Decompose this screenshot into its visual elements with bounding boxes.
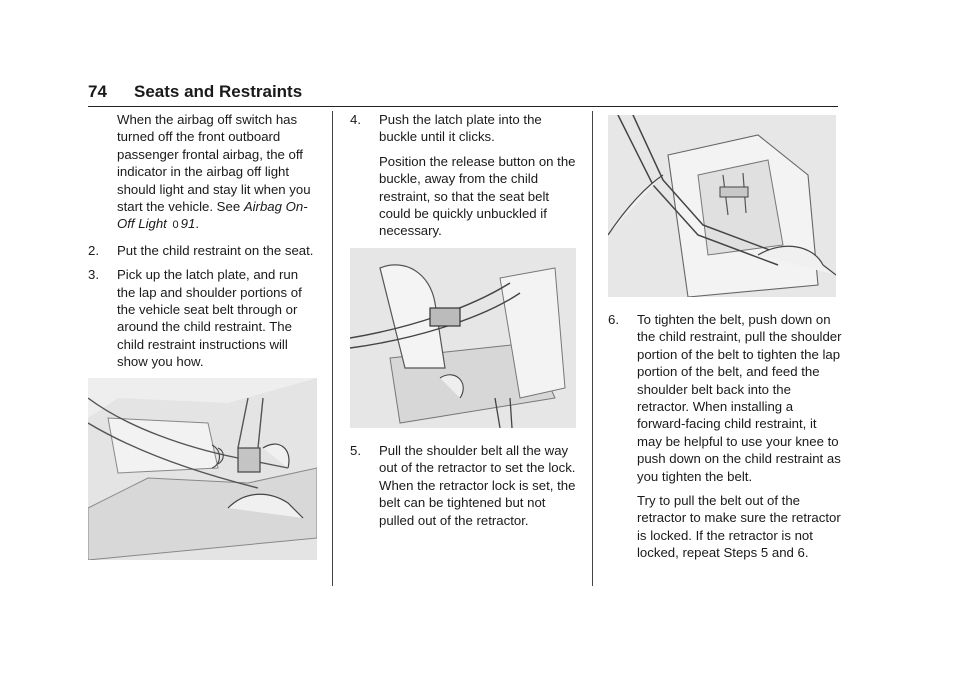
page-number: 74 <box>88 82 107 101</box>
buckle-illustration <box>350 248 576 428</box>
step-4 <box>350 111 582 146</box>
step-6 <box>608 311 843 485</box>
step-number: 4. <box>350 112 361 127</box>
column-divider-1 <box>332 111 333 586</box>
step-text: Pick up the latch plate, and run the lap and shoulder portions of the vehicle seat belt through or around the child restraint. The child restraint instructions will show you how. <box>117 267 302 370</box>
intro-text: When the airbag off switch has turned off the front outboard passenger frontal airbag, the off indicator in the airbag off light should light and stay lit when you start the vehicle. See <box>117 112 311 215</box>
step-5 <box>350 442 582 529</box>
step-number: 6. <box>608 312 619 327</box>
step-text: Put the child restraint on the seat. <box>117 242 314 258</box>
sentence-end: . <box>195 216 199 232</box>
latch-plate-illustration <box>88 378 317 560</box>
step-text: Pull the shoulder belt all the way out of the retractor to set the lock. When the retractor lock is set, the belt can be tightened but not pulled out of the retractor. <box>379 443 576 528</box>
column-2 <box>350 111 582 247</box>
page-ref-number[interactable]: 91 <box>180 216 196 232</box>
step-2 <box>88 242 320 259</box>
step-text: To tighten the belt, push down on the child restraint, pull the shoulder portion of the belt to tighten the lap portion of the belt, and feed the shoulder belt back into the retractor. When installing a forward-facing child restraint, it may be helpful to use your knee to push down on the child restraint as you tighten the belt. <box>637 312 842 484</box>
column-3 <box>608 311 843 569</box>
page-header <box>88 82 838 107</box>
step-number: 5. <box>350 443 361 458</box>
column-divider-2 <box>592 111 593 586</box>
step-number: 2. <box>88 242 99 258</box>
page-ref-icon: 0 <box>172 219 179 232</box>
step-4-note: Position the release button on the buckle, away from the child restraint, so that the seat belt could be quickly unbuckled if necessary. <box>379 153 576 239</box>
intro-paragraph <box>88 111 320 235</box>
column-2-lower <box>350 442 582 536</box>
step-text: Push the latch plate into the buckle until it clicks. <box>379 112 542 145</box>
step-3 <box>88 266 320 370</box>
column-1 <box>88 111 320 378</box>
tighten-belt-illustration <box>608 115 836 297</box>
step-6-note: Try to pull the belt out of the retractor to make sure the retractor is locked. If the retractor is not locked, repeat Steps 5 and 6. <box>637 493 841 561</box>
section-title: Seats and Restraints <box>134 82 303 101</box>
airbag-on-off-light-link[interactable]: Airbag On-Off Light <box>117 199 308 232</box>
step-number: 3. <box>88 267 99 283</box>
